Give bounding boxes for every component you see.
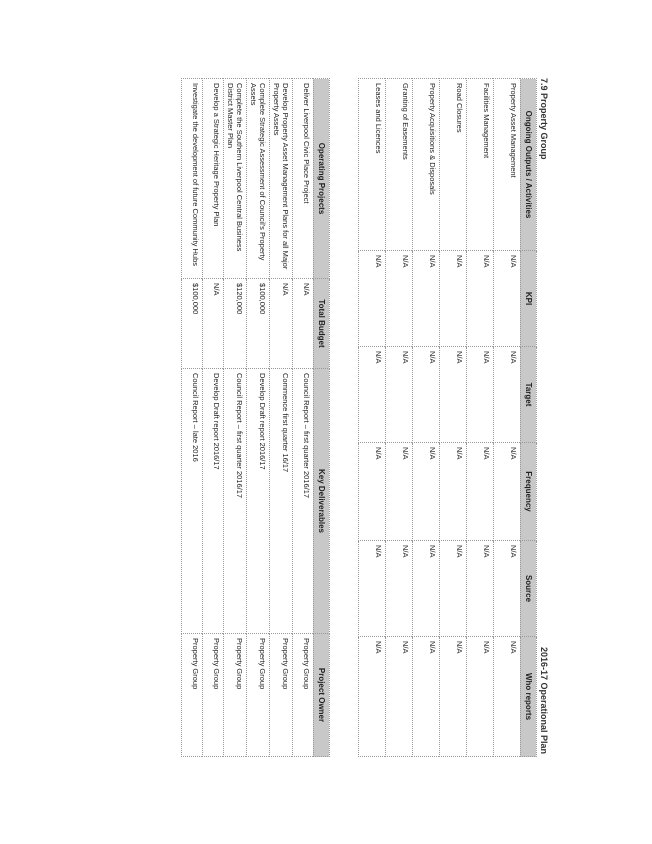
table-cell: Property Group [247,634,270,757]
table-cell: Council Report – first quarter 2016/17 [224,369,247,634]
table-cell: Property Group [293,634,314,757]
table-header-row [314,79,330,757]
table-row [440,79,467,757]
table-cell: Property Group [182,634,203,757]
column-header: Project Owner [314,634,330,757]
table-row [386,79,413,757]
table-cell: $100,000 [182,279,203,369]
table-cell: N/A [413,637,440,757]
table-row [224,79,247,757]
table-cell: N/A [386,541,413,637]
column-header: Who reports [521,637,537,757]
section-title: 7.9 Property Group [539,78,549,160]
table-cell: Road Closures [440,79,467,251]
table-cell: N/A [359,637,386,757]
table-cell: N/A [440,637,467,757]
column-header: Total Budget [314,279,330,369]
table-cell: Develop Property Asset Management Plans for all Major Property Assets [270,79,293,279]
table-cell: N/A [203,279,224,369]
table-cell: Facilities Management [467,79,494,251]
table-cell: Complete the Southern Liverpool Central Business District Master Plan [224,79,247,279]
table-cell: Property Asset Management [494,79,521,251]
column-header: Frequency [521,443,537,541]
table-cell: N/A [413,443,440,541]
table-cell: Complete Strategic Assessment of Council's Property Assets [247,79,270,279]
table-cell: N/A [440,443,467,541]
table-row [270,79,293,757]
table-cell: N/A [359,541,386,637]
table-cell: Property Group [270,634,293,757]
column-header: Target [521,347,537,443]
column-header: Ongoing Outputs / Activities [521,79,537,251]
column-header: Source [521,541,537,637]
table-cell: Leases and Licences [359,79,386,251]
table-row [359,79,386,757]
table-cell: N/A [386,443,413,541]
outputs-table [358,78,537,757]
table-cell: N/A [386,637,413,757]
table-cell: N/A [467,443,494,541]
table-cell: Develop Draft report 2016/17 [203,369,224,634]
table-cell: N/A [270,279,293,369]
table-row [467,79,494,757]
table-row [203,79,224,757]
projects-table [181,78,330,757]
table-cell: N/A [293,279,314,369]
table-cell: Deliver Liverpool Civic Place Project [293,79,314,279]
table-cell: N/A [359,443,386,541]
table-cell: N/A [413,347,440,443]
table-cell: N/A [440,251,467,347]
table-cell: N/A [359,251,386,347]
table-cell: $100,000 [247,279,270,369]
table-cell: $120,000 [224,279,247,369]
table-cell: N/A [359,347,386,443]
column-header: KPI [521,251,537,347]
table-row [182,79,203,757]
table-cell: Property Group [224,634,247,757]
table-cell: N/A [386,251,413,347]
table-cell: N/A [467,541,494,637]
table-cell: N/A [467,637,494,757]
table-cell: Commence first quarter 16/17 [270,369,293,634]
table-cell: N/A [494,347,521,443]
table-cell: N/A [494,251,521,347]
table-cell: Council Report – first quarter 2016/17 [293,369,314,634]
table-cell: Council Report – late 2016 [182,369,203,634]
table-cell: Property Acquisitions & Disposals [413,79,440,251]
table-cell: N/A [467,347,494,443]
column-header: Operating Projects [314,79,330,279]
table-cell: Develop Draft report 2016/17 [247,369,270,634]
plan-title: 2016-17 Operational Plan [539,646,549,754]
table-cell: N/A [494,541,521,637]
table-cell: N/A [413,541,440,637]
table-cell: Develop a Strategic Heritage Property Plan [203,79,224,279]
table-row [413,79,440,757]
table-row [494,79,521,757]
table-cell: N/A [386,347,413,443]
table-cell: Investigate the development of future Community Hubs [182,79,203,279]
table-cell: N/A [494,637,521,757]
table-cell: N/A [413,251,440,347]
table-cell: N/A [494,443,521,541]
table-cell: N/A [440,541,467,637]
table-row [293,79,314,757]
table-row [247,79,270,757]
column-header: Key Deliverables [314,369,330,634]
table-cell: Granting of Easements [386,79,413,251]
table-cell: Property Group [203,634,224,757]
table-cell: N/A [440,347,467,443]
table-header-row [521,79,537,757]
table-cell: N/A [467,251,494,347]
